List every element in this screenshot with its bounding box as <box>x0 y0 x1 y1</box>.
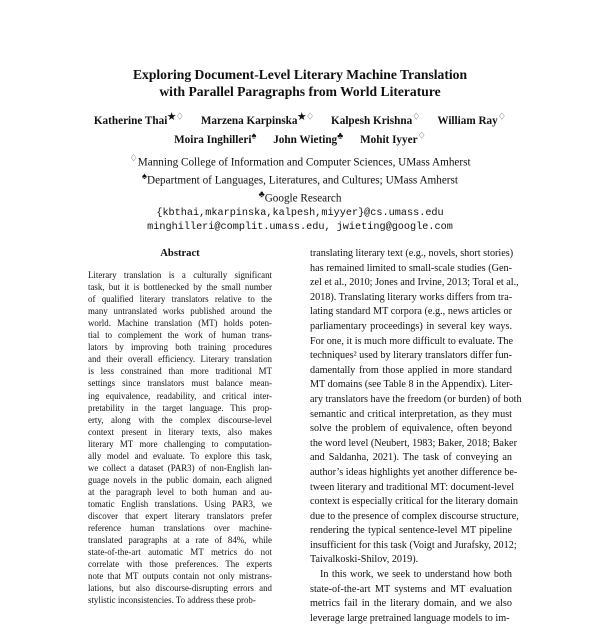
body-line: leverage large pretrained language models to im- <box>310 612 510 624</box>
abstract-line: lators by improving both training procedures <box>88 342 272 353</box>
abstract-line: translated paragraphs at a rate of 84%, while <box>88 535 272 546</box>
author: William Ray♢ <box>437 112 507 127</box>
body-line: lating standard MT corpora (e.g., news articles or <box>310 306 512 318</box>
body-line: has remained limited to small-scale studies (Gen- <box>310 262 512 274</box>
abstract-line: pretability in the target language. This prop- <box>88 402 272 413</box>
body-line: zel et al., 2010; Jones and Irvine, 2013; Toral et al., <box>310 277 519 289</box>
abstract-heading: Abstract <box>160 248 200 259</box>
body-line: translating literary text (e.g., novels, short stories) <box>310 248 514 259</box>
body-line: state-of-the-art MT systems and MT evaluation <box>310 583 512 595</box>
affiliation: ♠Department of Languages, Literatures, and Cultures; UMass Amherst <box>142 172 458 187</box>
abstract-line: world. Machine translation (MT) holds poten- <box>88 318 272 329</box>
body-line: due to the presence of complex discourse structure, <box>310 510 519 522</box>
abstract-line: tial to complement the work of human trans- <box>88 330 272 341</box>
abstract-body <box>88 269 272 606</box>
abstract-line: erty, along with the complex discourse-level <box>88 414 272 425</box>
body-line: insufficient for this task (Voigt and Jurafsky, 2012; <box>310 539 517 551</box>
body-column <box>310 247 522 626</box>
author-row <box>0 110 600 129</box>
abstract-line: guage novels in the public domain, each aligned <box>88 474 272 485</box>
body-line: rendering the typical sentence-level MT pipeline <box>310 525 512 537</box>
title-line: Exploring Document-Level Literary Machine Translation <box>132 67 468 82</box>
body-line: damentally from those applied in more standard <box>310 364 512 376</box>
body-line: the word level (Neubert, 1983; Baker, 2018; Baker <box>310 437 517 449</box>
body-line: solve the problem of equivalence, often beyond <box>310 423 512 435</box>
abstract-line: settings since translators must balance mean- <box>88 378 272 389</box>
abstract-line: tomatic English translations. Using PAR3, we <box>88 498 272 509</box>
abstract-line: reference human translations over machine- <box>88 523 272 534</box>
body-line: tween literary and traditional MT: document-level <box>310 481 515 493</box>
abstract-line: Literary translation is a culturally significant <box>88 270 272 281</box>
affiliation: ♢Manning College of Information and Computer Sciences, UMass Amherst <box>129 154 471 169</box>
title-line: with Parallel Paragraphs from World Literature <box>159 84 441 99</box>
body-line: In this work, we seek to understand how both <box>320 569 512 581</box>
author: Kalpesh Krishna♢ <box>331 112 421 127</box>
author-list <box>0 110 600 148</box>
abstract-line: ally model and evaluate. To explore this task, <box>88 450 272 461</box>
body-line: Taivalkoski-Shilov, 2019). <box>310 554 419 566</box>
abstract-line: many untranslated works published around the <box>88 306 272 317</box>
affiliations <box>0 152 600 236</box>
email-line: minghilleri@complit.umass.edu, jwieting@google.com <box>147 222 453 234</box>
body-line: techniques² used by literary translators differ fun- <box>310 350 513 362</box>
abstract-line: of qualified literary translators relative to the <box>88 294 272 305</box>
abstract-line: and their overall efficiency. Literary translation <box>88 354 272 365</box>
body-line: metrics fail in the literary domain, and we also <box>310 598 512 610</box>
paper-title <box>0 66 600 100</box>
body-line: semantic and critical interpretation, as they must <box>310 408 512 420</box>
abstract-line: discover that expert literary translators prefer <box>88 510 272 521</box>
email-line: {kbthai,mkarpinska,kalpesh,miyyer}@cs.umass.edu <box>156 207 444 219</box>
abstract-line: context present in literary texts, also makes <box>88 426 272 437</box>
abstract-line: at the paragraph level to both human and au- <box>88 486 272 497</box>
abstract-line: literary MT more challenging to computation- <box>88 438 272 449</box>
body-line: author’s ideas highlights yet another difference be- <box>310 466 518 478</box>
author: Moira Inghilleri♠ <box>174 131 257 146</box>
abstract-line: lations, but also discourse-disrupting errors and <box>88 583 272 594</box>
abstract-column <box>88 248 272 606</box>
abstract-line: correlate with those preferences. The experts <box>88 559 272 570</box>
author-row <box>0 129 600 148</box>
body-line: 2018). Translating literary works differs from tra- <box>310 291 513 303</box>
body-line: parliamentary proceedings) in several key ways. <box>310 320 512 332</box>
abstract-line: state-of-the-art automatic MT metrics do not <box>88 547 272 558</box>
body-line: For one, it is much more difficult to evaluate. The <box>310 335 514 347</box>
author: John Wieting♣ <box>273 131 344 146</box>
abstract-line: ing equivalence, readability, and critical inter- <box>88 390 272 401</box>
body-line: and Saldanha, 2021). The task of conveying an <box>310 452 512 464</box>
abstract-line: we collect a dataset (PAR3) of non-English lan- <box>88 462 272 473</box>
body-line: context is especially critical for the literary domain <box>310 496 518 508</box>
author: Katherine Thai★♢ <box>93 112 185 127</box>
body-line: MT domains (see Table 8 in the Appendix). Liter- <box>310 379 513 391</box>
abstract-line: is less constrained than more traditional MT <box>88 366 272 377</box>
author: Mohit Iyyer♢ <box>360 131 426 146</box>
affiliation: ♣Google Research <box>258 190 342 206</box>
author: Marzena Karpinska★♢ <box>200 112 315 127</box>
abstract-line: note that MT outputs contain not only mistrans- <box>88 571 272 582</box>
body-text <box>310 247 522 626</box>
body-line: ary translators have the freedom (or burden) of both <box>310 393 522 405</box>
abstract-line: task, but it is bottlenecked by the small number <box>88 282 272 293</box>
abstract-line: stylistic inconsistencies. To address these prob- <box>88 595 256 606</box>
